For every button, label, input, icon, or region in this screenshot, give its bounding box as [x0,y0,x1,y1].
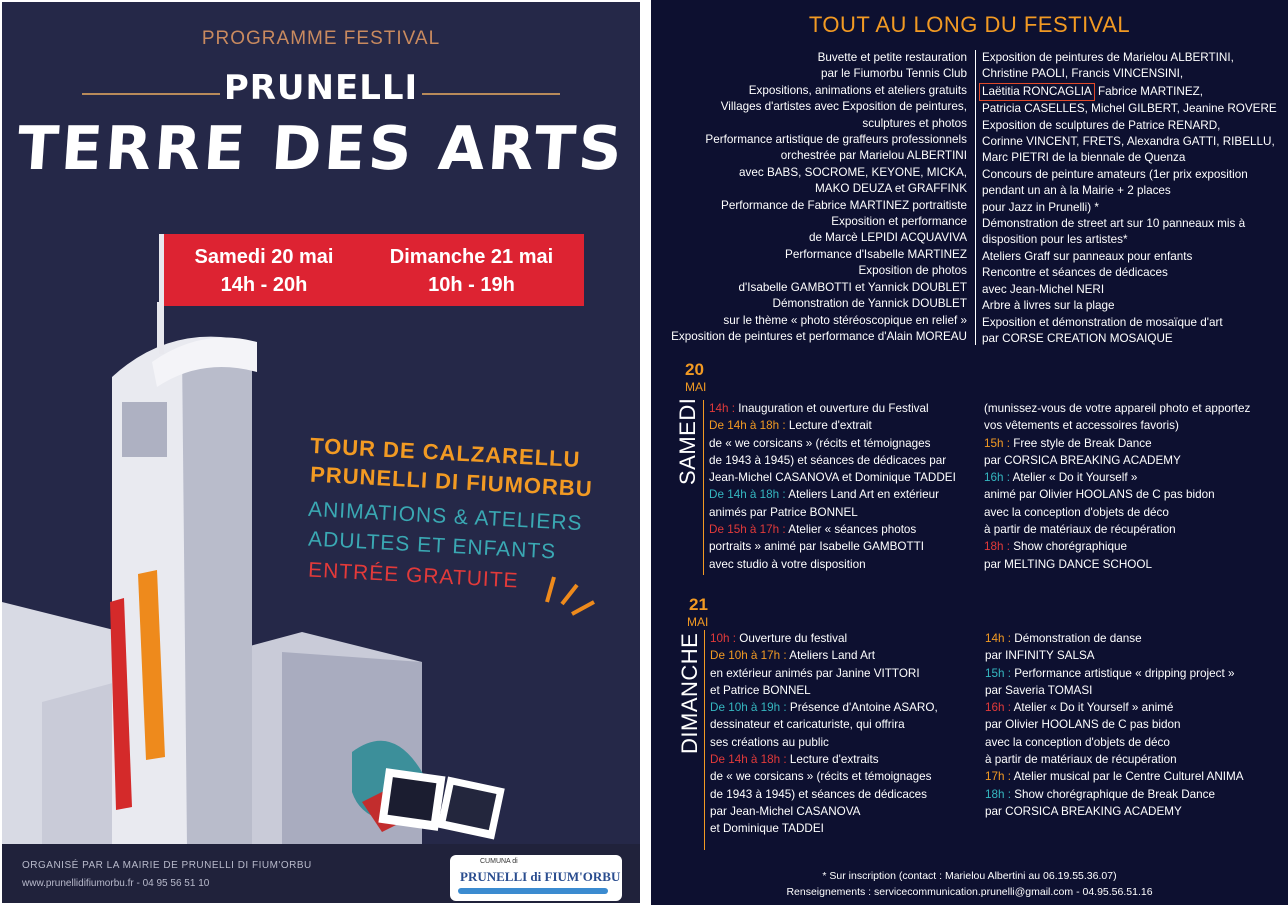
event-text: à partir de matériaux de récupération [985,753,1177,767]
event-text: dessinateur et caricaturiste, qui offrira [710,718,905,732]
activity-line: Performance de Fabrice MARTINEZ portraitiste [721,198,967,212]
highlighted-name[interactable]: Laëtitia RONCAGLIA [979,83,1095,101]
free-entry-label: ENTRÉE GRATUITE [307,558,520,593]
schedule-line [710,647,938,664]
activities-line-1: ANIMATIONS & ATELIERS [307,497,584,536]
time-label: 17h : [985,770,1011,784]
logo-main-text: PRUNELLI di FIUM'ORBU [460,869,621,884]
schedule-line [985,786,1244,803]
program-page [651,0,1288,905]
activity-line: pendant un an à la Mairie + 2 places [982,184,1171,198]
event-text: par INFINITY SALSA [985,649,1095,663]
schedule-line [710,699,938,716]
activity-line: Concours de peinture amateurs (1er prix exposition [982,167,1248,181]
event-text: Free style de Break Dance [1010,436,1152,450]
schedule-line [709,486,956,503]
saturday-rule [703,400,704,575]
time-label: 16h : [985,701,1011,715]
event-text: Atelier « Do it Yourself » animé [1011,701,1174,715]
event-text: avec la conception d'objets de déco [985,735,1170,749]
time-label: 16h : [984,471,1010,485]
event-text: par CORSICA BREAKING ACADEMY [984,453,1181,467]
activity-line: Patricia CASELLES, Michel GILBERT, Jeanine ROVERE [982,102,1277,116]
activity-line: Expositions, animations et ateliers gratuits [748,83,967,97]
event-text: portraits » animé par Isabelle GAMBOTTI [709,540,924,554]
time-label: De 15h à 17h : [709,523,786,537]
event-text: de « we corsicans » (récits et témoignages [709,436,931,450]
activity-line: Arbre à livres sur la plage [982,299,1115,313]
activity-line: sur le thème « photo stéréoscopique en relief » [723,313,967,327]
schedule-line [709,417,956,434]
saturday-schedule-left [709,400,956,573]
activity-line: Marc PIETRI de la biennale de Quenza [982,151,1186,165]
registration-note: * Sur inscription (contact : Marielou Albertini au 06.19.55.36.07) [822,870,1117,882]
sunday-rule [704,630,705,850]
banner-day-1: Samedi 20 mai [194,246,334,268]
event-text: par MELTING DANCE SCHOOL [984,557,1152,571]
website-phone-text: www.prunellidifiumorbu.fr - 04 95 56 51 10 [22,878,210,889]
activity-line: de Marcè LEPIDI ACQUAVIVA [808,231,967,245]
activity-line: avec BABS, SOCROME, KEYONE, MICKA, [739,165,967,179]
schedule-line [985,665,1244,682]
activity-line: Corinne VINCENT, FRETS, Alexandra GATTI, RIBELLU, [982,135,1275,149]
event-text: (munissez-vous de votre appareil photo et apportez [984,402,1251,415]
saturday-schedule-right [984,400,1250,573]
sunday-month: MAI [687,615,709,629]
event-text: par CORSICA BREAKING ACADEMY [985,804,1182,818]
activity-line: Villages d'artistes avec Exposition de peintures, [720,100,967,114]
event-text: avec studio à votre disposition [709,557,866,571]
event-text: Show chorégraphique de Break Dance [1011,787,1216,801]
schedule-line [709,521,956,538]
activity-line: d'Isabelle GAMBOTTI et Yannick DOUBLET [738,280,967,294]
banner-day-2: Dimanche 21 mai [389,246,554,268]
event-text: Atelier « Do it Yourself » [1010,471,1138,485]
activity-line: disposition pour les artistes* [982,233,1128,247]
sunday-date: 21 [689,595,708,614]
time-label: 15h : [985,666,1011,680]
event-text: Démonstration de danse [1011,632,1142,645]
event-text: Lecture d'extraits [786,753,879,767]
banner-time-1: 14h - 20h [220,274,308,296]
program-heading: TOUT AU LONG DU FESTIVAL [808,12,1131,37]
location-line-1: TOUR DE CALZARELLU [309,432,582,473]
logo-swoosh-icon [458,888,608,894]
saturday-label: SAMEDI [675,397,700,485]
activity-line: Exposition de photos [858,264,967,278]
column-separator [975,50,976,345]
activities-line-2: ADULTES ET ENFANTS [307,527,557,564]
event-text: animés par Patrice BONNEL [709,505,858,519]
activity-line: Christine PAOLI, Francis VINCENSINI, [982,67,1184,81]
activity-line: par CORSE CREATION MOSAIQUE [982,331,1173,345]
town-title: PRUNELLI [223,68,419,108]
festival-activities-right [982,50,1277,347]
activity-line: Exposition et démonstration de mosaïque d'art [982,315,1223,329]
time-label: De 14h à 18h : [709,419,786,433]
schedule-line [709,400,956,417]
activity-line: pour Jazz in Prunelli) * [982,200,1099,214]
activity-line: Exposition et performance [831,215,967,229]
location-line-2: PRUNELLI DI FIUMORBU [309,461,594,502]
activity-line: Exposition de sculptures de Patrice RENARD, [982,118,1221,132]
town-logo [450,855,622,901]
schedule-line [985,768,1244,785]
event-text: par Jean-Michel CASANOVA [710,804,861,818]
activity-line: Ateliers Graff sur panneaux pour enfants [982,249,1193,263]
time-label: 18h : [984,540,1010,554]
activity-line: Exposition de peintures de Marielou ALBERTINI, [982,51,1234,64]
contact-info: Renseignements : servicecommunication.prunelli@gmail.com - 04.95.56.51.16 [786,886,1153,898]
activity-line [982,83,1277,101]
time-label: 14h : [985,632,1011,645]
saturday-month: MAI [685,380,707,394]
event-text: par Saveria TOMASI [985,683,1093,697]
activity-line-rest: Fabrice MARTINEZ, [1094,84,1204,98]
organizer-text: ORGANISÉ PAR LA MAIRIE DE PRUNELLI DI FIUM'ORBU [22,860,312,871]
event-text: ses créations au public [710,735,829,749]
event-text: de « we corsicans » (récits et témoignages [710,770,932,784]
event-text: Atelier musical par le Centre Culturel ANIMA [1011,770,1244,784]
time-label: 10h : [710,632,736,645]
event-text: avec la conception d'objets de déco [984,505,1169,519]
poster-title: TERRE DES ARTS [14,114,628,184]
event-text: par Olivier HOOLANS de C pas bidon [985,718,1181,732]
event-text: Jean-Michel CASANOVA et Dominique TADDEI [709,471,956,485]
activity-line: sculptures et photos [862,116,967,130]
schedule-line [710,751,938,768]
activity-line: Performance artistique de graffeurs professionnels [705,133,967,147]
programme-label: PROGRAMME FESTIVAL [201,28,441,49]
event-text: de 1943 à 1945) et séances de dédicaces par [709,453,947,467]
schedule-line [984,469,1250,486]
event-text: Ouverture du festival [736,632,848,645]
event-text: Inauguration et ouverture du Festival [735,402,929,415]
time-label: 14h : [709,402,735,415]
schedule-line [985,699,1244,716]
time-label: 15h : [984,436,1010,450]
event-text: de 1943 à 1945) et séances de dédicaces [710,787,928,801]
event-text: Ateliers Land Art [786,649,876,663]
sunday-schedule-left [710,630,938,838]
activity-line: Rencontre et séances de dédicaces [982,266,1168,280]
time-label: De 10h à 19h : [710,701,787,715]
festival-activities-left [671,50,967,345]
banner-time-2: 10h - 19h [428,274,515,296]
event-text: et Dominique TADDEI [710,822,824,836]
event-text: Lecture d'extrait [785,419,872,433]
event-text: et Patrice BONNEL [710,683,811,697]
sunday-schedule-right [985,630,1244,820]
time-label: De 10h à 17h : [710,649,787,663]
schedule-line [985,630,1244,647]
activity-line: par le Fiumorbu Tennis Club [821,67,967,81]
time-label: De 14h à 18h : [710,753,787,767]
event-text: Atelier « séances photos [785,523,917,537]
saturday-date: 20 [685,360,704,379]
activity-line: Démonstration de Yannick DOUBLET [772,297,967,311]
schedule-line [710,630,938,647]
activity-line: Exposition de peintures et performance d'Alain MOREAU [671,329,967,343]
activity-line: orchestrée par Marielou ALBERTINI [780,149,967,163]
event-text: Présence d'Antoine ASARO, [786,701,938,715]
event-text: à partir de matériaux de récupération [984,523,1176,537]
activity-line: Buvette et petite restauration [817,51,967,64]
activity-line: Performance d'Isabelle MARTINEZ [785,247,967,261]
event-text: Ateliers Land Art en extérieur [785,488,940,502]
logo-top-text: CUMUNA di [480,858,518,865]
time-label: De 14h à 18h : [709,488,786,502]
event-text: animé par Olivier HOOLANS de C pas bidon [984,488,1215,502]
schedule-line [984,435,1250,452]
event-text: Show chorégraphique [1010,540,1127,554]
event-text: vos vêtements et accessoires favoris) [984,419,1179,433]
schedule-line [984,538,1250,555]
event-text: Performance artistique « dripping project » [1011,666,1235,680]
activity-line: MAKO DEUZA et GRAFFINK [815,182,967,196]
sunday-label: DIMANCHE [677,632,702,754]
activity-line: Démonstration de street art sur 10 panneaux mis à [982,217,1246,231]
dates-banner [164,234,584,306]
event-text: en extérieur animés par Janine VITTORI [710,666,920,680]
festival-poster [2,2,640,903]
activity-line: avec Jean-Michel NERI [982,282,1105,296]
time-label: 18h : [985,787,1011,801]
